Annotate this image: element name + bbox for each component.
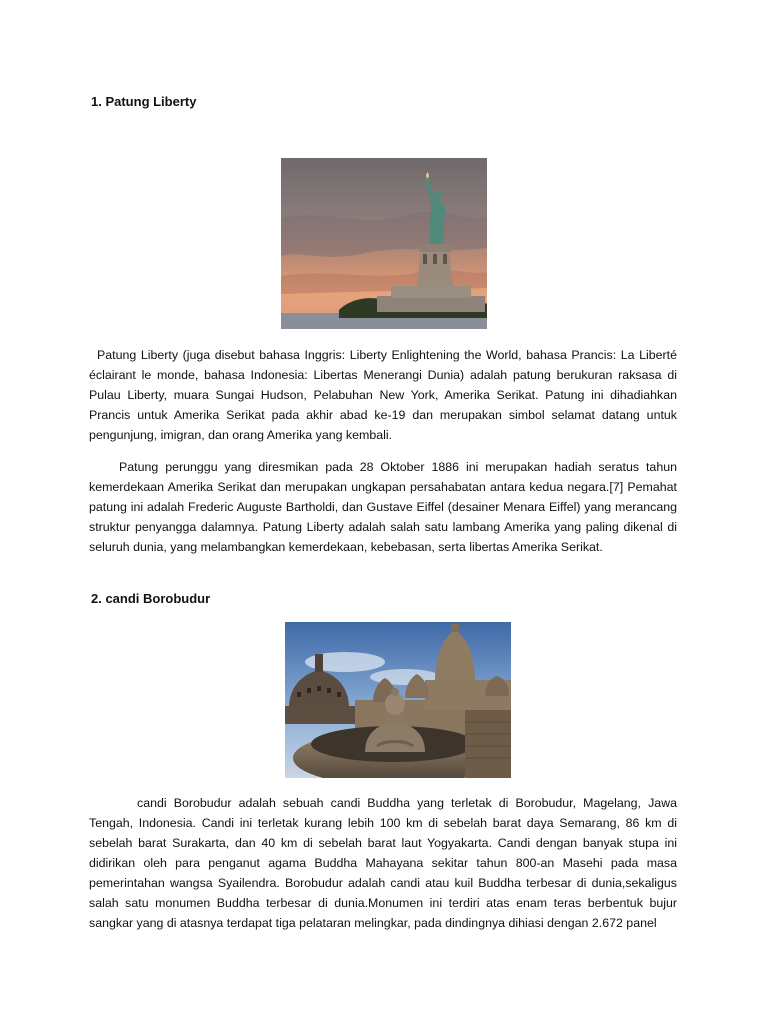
borobudur-paragraph-1: candi Borobudur adalah sebuah candi Buddha yang terletak di Borobudur, Magelang, Jawa Tengah, Indonesia. Candi ini terletak kurang lebih 100 km di sebelah barat daya Semarang, 86 km di sebelah barat Surakarta, dan 40 km di sebelah barat laut Yogyakarta. Candi dengan banyak stupa ini didirikan oleh para penganut agama Buddha Mahayana sekitar tahun 800-an Masehi pada masa pemerintahan wangsa Syailendra. Borobudur adalah candi atau kuil Buddha terbesar di dunia,sekaligus salah satu monumen Buddha terbesar di dunia.Monumen ini terdiri atas enam teras berbentuk bujur sangkar yang di atasnya terdapat tiga pelataran melingkar, pada dindingnya dihiasi dengan 2.672 panel: [89, 796, 677, 930]
liberty-paragraph-2: Patung perunggu yang diresmikan pada 28 Oktober 1886 ini merupakan hadiah seratus tahun kemerdekaan Amerika Serikat dan merupakan ungkapan persahabatan antara kedua negara.[7] Pemahat patung ini adalah Frederic Auguste Bartholdi, dan Gustave Eiffel (desainer Menara Eiffel) yang merancang struktur penyangga dalamnya. Patung Liberty adalah salah satu lambang Amerika yang paling dikenal di seluruh dunia, yang melambangkan kemerdekaan, kebebasan, serta libertas Amerika Serikat.: [89, 460, 677, 554]
section-heading-borobudur: 2. candi Borobudur: [91, 591, 211, 606]
liberty-paragraph-1: Patung Liberty (juga disebut bahasa Inggris: Liberty Enlightening the World, bahasa Prancis: La Liberté éclairant le monde, bahasa Indonesia: Libertas Menerangi Dunia) adalah patung berukuran raksasa di Pulau Liberty, muara Sungai Hudson, Pelabuhan New York, Amerika Serikat. Patung ini dihadiahkan Prancis untuk Amerika Serikat pada akhir abad ke-19 dan merupakan simbol selamat datang untuk pengunjung, imigran, dan orang Amerika yang kembali.: [89, 348, 677, 442]
borobudur-image: [285, 622, 511, 778]
borobudur-photo: [285, 622, 511, 778]
statue-of-liberty-image: [281, 158, 487, 329]
statue-of-liberty-photo: [281, 158, 487, 329]
section-heading-liberty: 1. Patung Liberty: [91, 94, 197, 109]
